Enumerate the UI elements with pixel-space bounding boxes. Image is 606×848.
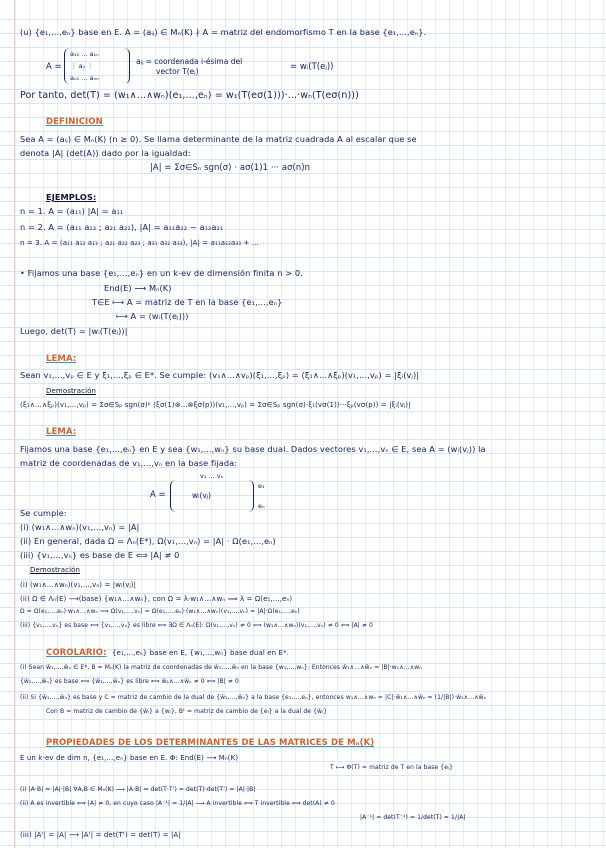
- heading-propiedades: PROPIEDADES DE LOS DETERMINANTES DE LAS MATRICES DE Mₙ(K): [46, 738, 375, 748]
- prop-item-ii-cont: |A⁻¹| = det(T⁻¹) = 1/det(T) = 1/|A|: [360, 814, 466, 821]
- matrix-row-2: ⋮ aᵢⱼ ⋮: [70, 62, 94, 70]
- lema-2-statement-1: Fijamos una base {e₁,...,eₙ} en E y sea {w₁,...,wₙ} su base dual. Dados vectores v₁,...,vₙ ∈ E, sea A = (wᵢ(vⱼ)) la: [20, 444, 486, 454]
- prop-phi-map: T ⟼ Φ(T) = matriz de T en la base {eᵢ}: [330, 764, 454, 771]
- end-map-line: End(E) ⟶ Mₙ(K): [104, 283, 172, 293]
- coord-matrix-en: eₙ: [258, 502, 265, 510]
- heading-demostracion-2: Demostración: [30, 566, 81, 574]
- coord-matrix-entry: wᵢ(vⱼ): [192, 491, 212, 500]
- proof-item-ii: (ii) Ω ∈ Λₙ(E) ⟶(base) {w₁∧...∧wₙ}, con Ω = λ·w₁∧...∧wₙ ⟹ λ = Ω(e₁,...,eₙ): [20, 595, 293, 603]
- coord-desc-2: vector T(eⱼ): [156, 67, 199, 76]
- prop-item-ii: (ii) A es invertible ⟺ |A| ≠ 0, en cuyo caso |A⁻¹| = 1/|A| ⟶ A invertible ⟺ T invertible ⟺ det(A) ≠ 0: [20, 800, 335, 807]
- prop-setup: E un k-ev de dim n, {e₁,...,eₙ} base en E. Φ: End(E) ⟶ Mₙ(K): [20, 754, 239, 762]
- lema-2-item-i: (i) (w₁∧...∧wₙ)(v₁,...,vₙ) = |A|: [20, 522, 140, 532]
- proof-item-iii: (iii) {v₁,...,vₙ} es base ⟺ {v₁,...,vₙ} es libre ⟺ ∃Ω ∈ Λₙ(E): Ω(v₁,...,vₙ) ≠ 0 ⟺ (w₁∧...∧wₙ)(v₁,...,vₙ) ≠ 0 ⟺ |A| ≠ 0: [20, 622, 373, 629]
- example-n1: n = 1. A = (a₁₁) |A| = a₁₁: [20, 206, 124, 216]
- coord-matrix-top: v₁ ... vₙ: [200, 472, 224, 480]
- det-definition-formula: |A| = Σσ∈Sₙ sgn(σ) · aσ(1)1 ··· aσ(n)n: [150, 162, 311, 172]
- det-formula-line: Por tanto, det(T) = (w₁∧...∧wₙ)(e₁,...,eₙ) = w₁(T(eσ(1)))·...·wₙ(T(eσ(n))): [20, 91, 359, 101]
- line-basis-matrix: (u) {e₁,...,eₙ} base en E. A = (aᵢⱼ) ∈ Mₙ(K) ∤ A = matriz del endomorfismo T en la base {e₁,...,eₙ}.: [20, 27, 427, 37]
- end-map-coords: ⟼ A = (wᵢ(T(eⱼ))): [116, 311, 189, 321]
- lema-2-statement-2: matriz de coordenadas de v₁,...,vₙ en la base fijada:: [20, 458, 238, 468]
- def-line-1: Sea A = (aᵢⱼ) ∈ Mₙ(K) (n ≥ 0). Se llama determinante de la matriz cuadrada A al escalar que se: [20, 134, 417, 144]
- coord-matrix-e1: e₁: [258, 482, 265, 490]
- matrix-row-3: aₙ₁ ... aₙₙ: [70, 74, 99, 82]
- lema-2-item-iii: (iii) {v₁,...,vₙ} es base de E ⟺ |A| ≠ 0: [20, 550, 180, 560]
- heading-demostracion-1: Demostración: [46, 387, 97, 395]
- matrix-row-1: a₁₁ ... a₁ₙ: [70, 50, 99, 58]
- det-conclusion: Luego, det(T) = |wᵢ(T(eⱼ))|: [20, 326, 128, 336]
- coord-desc-1: aᵢⱼ = coordenada i-ésima del: [136, 57, 243, 66]
- proof-item-ii-cont: Ω = Ω(e₁,...,eₙ)·w₁∧...∧wₙ ⟹ Ω(v₁,...,vₙ) = Ω(e₁,...,eₙ)·(w₁∧...∧wₙ)(v₁,...,vₙ) = |A|·Ω(e₁,...,eₙ): [20, 608, 300, 615]
- end-map-matrix: T∈E ⟼ A = matriz de T en la base {e₁,...,eₙ}: [92, 297, 283, 307]
- se-cumple: Se cumple:: [20, 508, 67, 518]
- corolario-item-i: (i) Sean w̄₁,...,w̄ₙ ∈ E*, B = Mₙ(K) la matriz de coordenadas de w̄₁,...,w̄ₙ en la base {w₁,...,wₙ}. Entonces w̄₁∧...∧w̄ₙ = |B|·w₁∧...∧wₙ: [20, 664, 422, 671]
- coord-matrix-label: A =: [150, 490, 166, 500]
- prop-item-i: (i) |A·B| = |A|·|B| ∀A,B ∈ Mₙ(K) ⟶ |A·B| = det(T·T') = det(T)·det(T') = |A|·|B|: [20, 786, 256, 793]
- prop-item-iii: (iii) |Aᵗ| = |A| ⟶ |Aᵗ| = det(Tᵗ) = det(T) = |A|: [20, 831, 181, 839]
- corolario-item-ii: (ii) Si {w̄₁,...,w̄ₙ} es base y C = matriz de cambio de la dual de {w̄₁,...,w̄ₙ} a la base {e₁,...,eₙ}, entonces w₁∧...∧wₙ = |C|·w̄₁∧...∧w̄ₙ = (1/|B|)·w̄₁∧...∧w̄ₙ: [20, 694, 487, 701]
- example-n2: n = 2. A = (a₁₁ a₁₂ ; a₂₁ a₂₂), |A| = a₁₁a₂₂ − a₁₂a₂₁: [20, 222, 224, 232]
- heading-lema-1: LEMA:: [46, 354, 77, 364]
- heading-ejemplos: EJEMPLOS:: [46, 192, 97, 202]
- def-line-2: denota |A| (det(A)) dado por la igualdad:: [20, 148, 191, 158]
- proof-item-i: (i) (w₁∧...∧wₙ)(v₁,...,vₙ) = |wᵢ(vⱼ)|: [20, 581, 137, 589]
- example-n3: n = 3. A = (a₁₁ a₁₂ a₁₃ ; a₂₁ a₂₂ a₂₃ ; a₃₁ a₃₂ a₃₃), |A| = a₁₁a₂₂a₃₃ + ...: [20, 239, 259, 247]
- heading-lema-2: LEMA:: [46, 427, 77, 437]
- lema-2-item-ii: (ii) En general, dada Ω = Λₙ(E*), Ω(v₁,...,vₙ) = |A| · Ω(e₁,...,eₙ): [20, 536, 276, 546]
- lema-1-statement: Sean v₁,...,vₚ ∈ E y ξ₁,...,ξₚ ∈ E*. Se cumple: (v₁∧...∧vₚ)(ξ₁,...,ξₚ) = (ξ₁∧...∧ξₚ)(v₁,...,vₚ) = |ξᵢ(vⱼ)|: [20, 370, 420, 380]
- coord-eq: = wᵢ(T(eⱼ)): [290, 62, 334, 72]
- heading-corolario: COROLARIO:: [46, 648, 107, 658]
- margin-line: [14, 0, 15, 848]
- corolario-item-ii-cont: Con B = matriz de cambio de {w̄ᵢ} a {wᵢ}, Bᵗ = matriz de cambio de {eᵢ} a la dual de {w̄ᵢ}: [46, 708, 328, 715]
- lema-1-proof: (ξ₁∧...∧ξₚ)(v₁,...,vₚ) = Σσ∈Sₚ sgn(σ)ᵖ (ξσ(1)⊗...⊗ξσ(p))(v₁,...,vₚ) = Σσ∈Sₚ sgn(σ)·ξ₁(vσ(1))···ξₚ(vσ(p)) = |ξᵢ(vⱼ)|: [20, 401, 411, 409]
- matrix-label: A =: [46, 62, 62, 72]
- heading-definicion: DEFINICIÓN: [46, 117, 103, 127]
- corolario-item-i-cont: {w̄₁,...,w̄ₙ} es base ⟺ {w̄₁,...,w̄ₙ} es libre ⟺ w̄₁∧...∧w̄ₙ ≠ 0 ⟺ |B| ≠ 0: [20, 678, 239, 685]
- fix-basis-line: • Fijamos una base {e₁,...,eₙ} en un k-ev de dimensión finita n > 0.: [20, 268, 303, 278]
- corolario-bases: {e₁,...,eₙ} base en E, {w₁,...,wₙ} base dual en E*.: [112, 649, 289, 657]
